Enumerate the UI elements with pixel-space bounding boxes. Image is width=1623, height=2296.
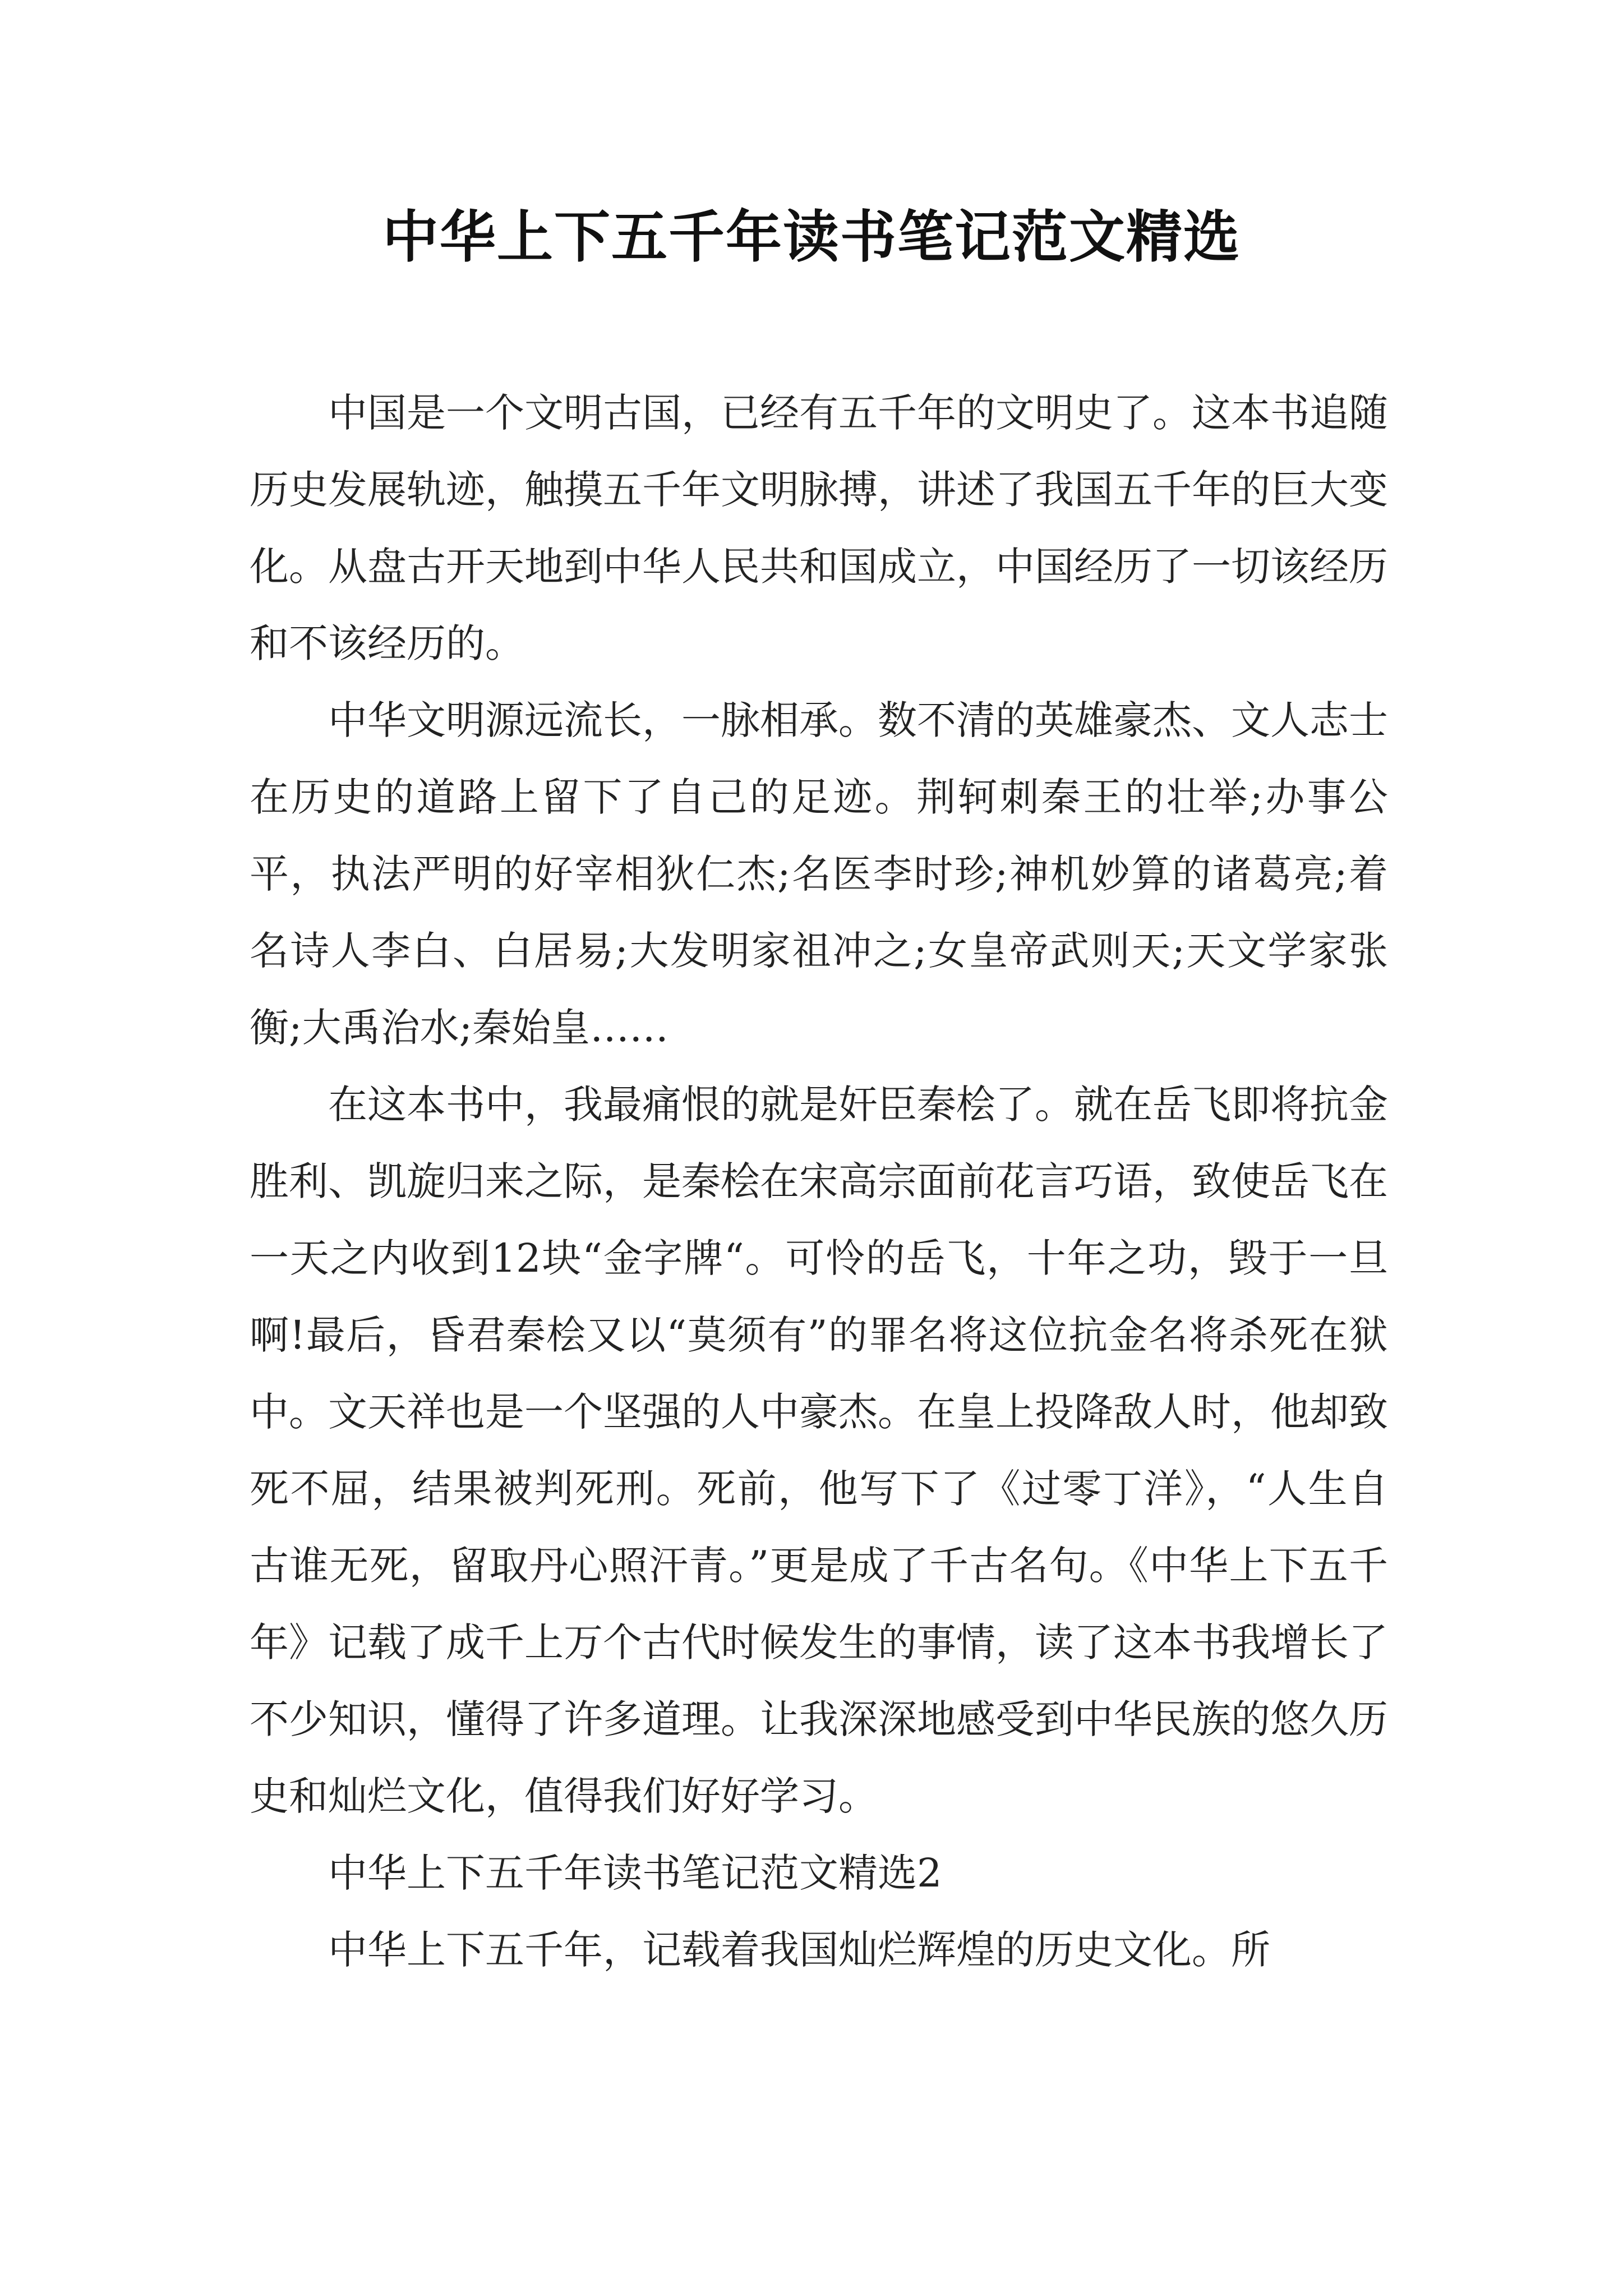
section-heading: 中华上下五千年读书笔记范文精选2 — [328, 1850, 942, 1896]
paragraph-4: 中华上下五千年，记载着我国灿烂辉煌的历史文化。所 — [328, 1927, 1270, 1973]
paragraph-3: 在这本书中，我最痛恨的就是奸臣秦桧了。就在岳飞即将抗金胜利、凯旋归来之际，是秦桧在宋高宗面前花言巧语，致使岳飞在一天之内收到12块“金字牌“。可怜的岳飞，十年之功，毁于一旦啊!最后，昏君秦桧又以“莫须有”的罪名将这位抗金名将杀死在狱中。文天祥也是一个坚强的人中豪杰。在皇上投降敌人时，他却致死不屈，结果被判死刑。死前，他写下了《过零丁洋》，“人生自古谁无死，留取丹心照汗青。”更是成了千古名句。《中华上下五千年》记载了成千上万个古代时候发生的事情，读了这本书我增长了不少知识，懂得了许多道理。让我深深地感受到中华民族的悠久历史和灿烂文化，值得我们好好学习。 — [250, 1082, 1388, 1819]
document-title: 中华上下五千年读书笔记范文精选 — [382, 204, 1241, 270]
paragraph-1: 中国是一个文明古国，已经有五千年的文明史了。这本书追随历史发展轨迹，触摸五千年文明脉搏，讲述了我国五千年的巨大变化。从盘古开天地到中华人民共和国成立，中国经历了一切该经历和不该经历的。 — [250, 390, 1388, 666]
paragraph-2: 中华文明源远流长，一脉相承。数不清的英雄豪杰、文人志士在历史的道路上留下了自己的足迹。荆轲刺秦王的壮举;办事公平，执法严明的好宰相狄仁杰;名医李时珍;神机妙算的诸葛亮;着名诗人李白、白居易;大发明家祖冲之;女皇帝武则天;天文学家张衡;大禹治水;秦始皇…… — [250, 697, 1388, 1051]
document-body — [250, 375, 1388, 1989]
